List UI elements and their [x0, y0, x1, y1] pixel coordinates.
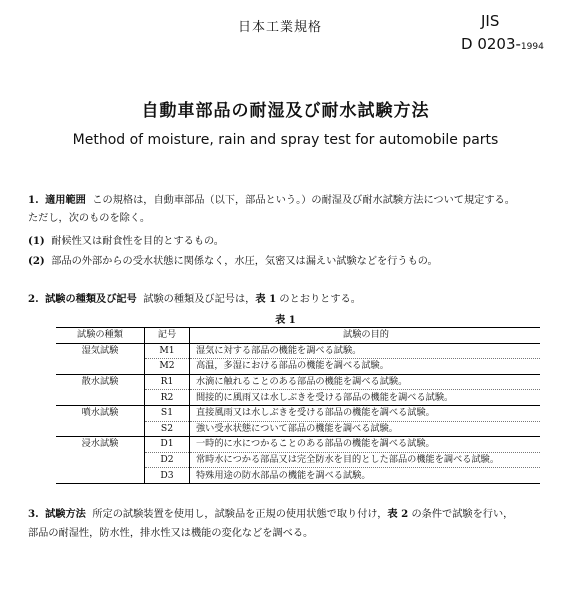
cell-code: M1 [145, 343, 190, 359]
table-title: 表 1 [275, 315, 296, 326]
header-test-type: 試験の種類 [56, 328, 145, 344]
cell-purpose: 特殊用途の防水部品の機能を調べる試験。 [190, 468, 541, 484]
header-purpose: 試験の目的 [190, 328, 541, 344]
cell-code: D3 [145, 468, 190, 484]
section-1-item-2 [28, 254, 438, 269]
cell-purpose: 高温，多湿における部品の機能を調べる試験。 [190, 359, 541, 375]
cell-test-type [56, 390, 145, 406]
section-3-line-2: 部品の耐湿性，防水性，排水性又は機能の変化などを調べる。 [28, 528, 314, 539]
document-title-ja: 自動車部品の耐湿及び耐水試験方法 [141, 101, 430, 121]
section-3-line-1 [28, 507, 513, 522]
section-1-line-1 [28, 193, 515, 208]
cell-code: R2 [145, 390, 190, 406]
cell-code: S1 [145, 405, 190, 421]
section-2-line [28, 292, 361, 307]
cell-test-type [56, 468, 145, 484]
standard-number-main: D 0203- [461, 35, 521, 53]
section-1-text-1: この規格は，自動車部品（以下，部品という。）の耐湿及び耐水試験方法について規定する。 [92, 195, 515, 206]
section-1-item-1 [28, 234, 224, 249]
table-row [56, 468, 540, 484]
cell-code: D1 [145, 437, 190, 453]
list-marker: (1) [28, 235, 45, 247]
section-1-heading: 適用範囲 [45, 194, 86, 206]
table-row [56, 421, 540, 437]
table-row [56, 452, 540, 468]
cell-purpose: 直接風雨又は水しぶきを受ける部品の機能を調べる試験。 [190, 405, 541, 421]
table-1-reference: 表 1 [255, 293, 277, 305]
list-marker: (2) [28, 255, 45, 267]
section-1-number: 1. [28, 194, 39, 206]
standard-code: JIS [481, 12, 500, 30]
cell-purpose: 強い受水状態について部品の機能を調べる試験。 [190, 421, 541, 437]
table-row [56, 343, 540, 359]
section-3-text-1a: 所定の試験装置を使用し，試験品を正規の使用状態で取り付け， [92, 509, 388, 520]
table-header-row [56, 328, 540, 344]
table-row [56, 390, 540, 406]
section-3-number: 3. [28, 508, 39, 520]
section-1-line-2: ただし，次のものを除く。 [28, 213, 151, 224]
standard-org-label: 日本工業規格 [238, 20, 323, 35]
table-row [56, 374, 540, 390]
document-title-en: Method of moisture, rain and spray test for automobile parts [72, 132, 499, 148]
list-item-text: 部品の外部からの受水状態に関係なく，水圧，気密又は漏えい試験などを行うもの。 [51, 256, 438, 267]
cell-test-type: 散水試験 [56, 374, 145, 390]
section-3-text-1b: の条件で試験を行い， [408, 509, 514, 520]
cell-purpose: 間接的に風雨又は水しぶきを受ける部品の機能を調べる試験。 [190, 390, 541, 406]
table-row [56, 405, 540, 421]
header-code: 記号 [145, 328, 190, 344]
standard-year: 1994 [520, 42, 544, 52]
cell-test-type: 噴水試験 [56, 405, 145, 421]
standard-number [461, 35, 544, 53]
table-row [56, 359, 540, 375]
cell-purpose: 湿気に対する部品の機能を調べる試験。 [196, 344, 362, 356]
section-3-heading: 試験方法 [45, 508, 86, 520]
cell-test-type: 湿気試験 [56, 343, 145, 359]
cell-purpose: 一時的に水につかることのある部品の機能を調べる試験。 [190, 437, 541, 453]
cell-code: S2 [145, 421, 190, 437]
cell-code: M2 [145, 359, 190, 375]
cell-purpose: 常時水につかる部品又は完全防水を目的とした部品の機能を調べる試験。 [190, 452, 541, 468]
cell-code: D2 [145, 452, 190, 468]
section-2-heading: 試験の種類及び記号 [45, 293, 137, 305]
cell-test-type [56, 359, 145, 375]
section-2-text-b: のとおりとする。 [276, 294, 361, 305]
test-types-table [56, 327, 540, 484]
table-row [56, 437, 540, 453]
cell-test-type: 浸水試験 [56, 437, 145, 453]
cell-code: R1 [145, 374, 190, 390]
list-item-text: 耐候性又は耐食性を目的とするもの。 [51, 236, 224, 247]
cell-test-type [56, 421, 145, 437]
section-2-text-a: 試験の種類及び記号は， [143, 294, 256, 305]
section-2-number: 2. [28, 293, 39, 305]
cell-test-type [56, 452, 145, 468]
cell-purpose: 水滴に触れることのある部品の機能を調べる試験。 [190, 374, 541, 390]
table-2-reference: 表 2 [387, 508, 409, 520]
